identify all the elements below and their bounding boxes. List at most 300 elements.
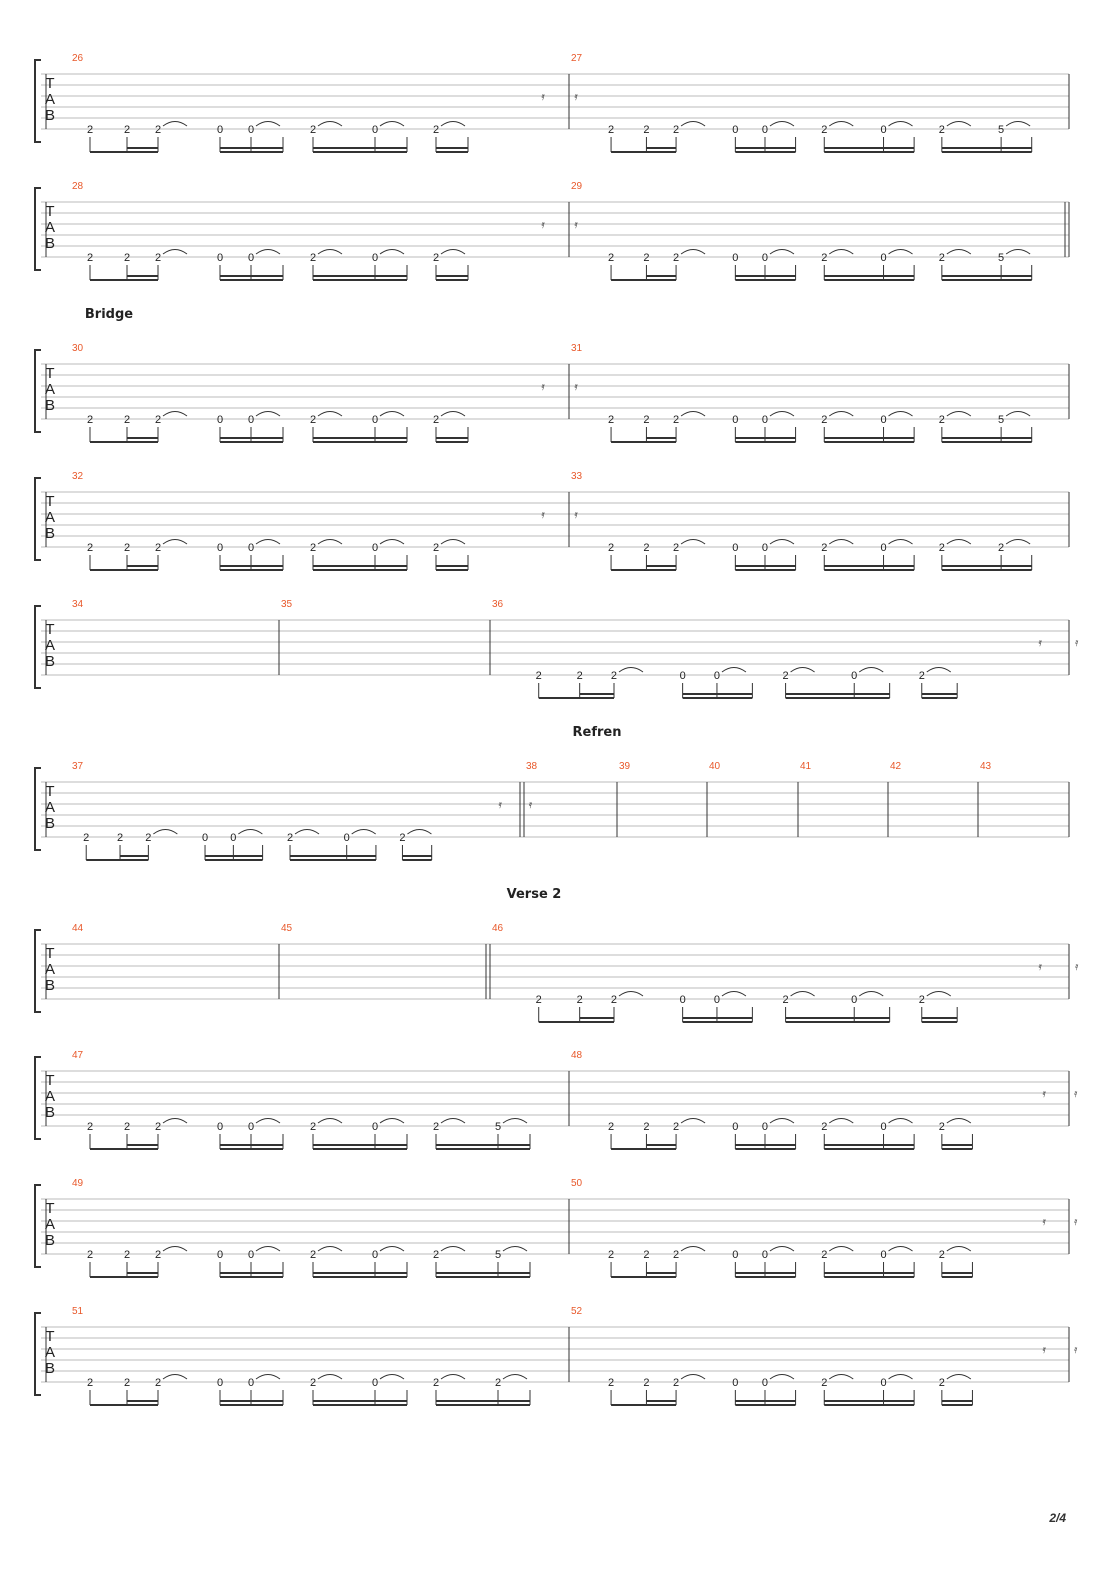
fret-number: 0	[247, 252, 255, 264]
rest-symbol: 𝄿	[1074, 1344, 1078, 1356]
fret-number: 0	[880, 124, 887, 136]
tie	[380, 412, 404, 417]
tie	[889, 412, 913, 417]
tie	[318, 250, 342, 255]
fret-number: 2	[643, 252, 650, 264]
tie	[380, 1247, 404, 1252]
fret-number: 0	[880, 252, 887, 264]
rest-symbol: 𝄿	[574, 219, 578, 231]
fret-number: 2	[608, 414, 615, 426]
tab-clef-letter: B	[44, 397, 56, 414]
tie	[947, 412, 971, 417]
fret-number: 2	[432, 1249, 440, 1261]
system-bracket	[35, 930, 41, 1012]
tie	[441, 1247, 465, 1252]
fret-number: 0	[371, 1377, 379, 1389]
fret-number: 2	[123, 414, 131, 426]
tie	[318, 540, 342, 545]
tie	[770, 1119, 794, 1124]
tie	[947, 540, 971, 545]
measure-number: 31	[571, 343, 583, 354]
tie	[503, 1119, 527, 1124]
staff-system	[35, 181, 1069, 280]
tie	[238, 830, 262, 835]
tie	[1006, 122, 1030, 127]
fret-number: 2	[154, 542, 162, 554]
measure-number: 42	[890, 761, 902, 772]
tab-clef-letter: T	[45, 1072, 55, 1089]
tab-clef-letter: A	[44, 1216, 56, 1233]
tie	[163, 250, 187, 255]
fret-number: 2	[286, 832, 294, 844]
staff-system	[35, 1306, 1078, 1405]
fret-number: 0	[713, 670, 721, 682]
tab-clef-letter: B	[44, 1360, 56, 1377]
fret-number: 2	[821, 542, 828, 554]
tie	[829, 250, 853, 255]
fret-number: 2	[116, 832, 124, 844]
fret-number: 0	[371, 1121, 379, 1133]
fret-number: 0	[247, 542, 255, 554]
fret-number: 2	[610, 670, 618, 682]
fret-number: 2	[938, 414, 945, 426]
tie	[441, 250, 465, 255]
tab-clef-letter: T	[45, 1200, 55, 1217]
tie	[153, 830, 177, 835]
fret-number: 2	[309, 1121, 317, 1133]
tab-clef-letter: A	[44, 219, 56, 236]
fret-number: 0	[761, 1249, 769, 1261]
tie	[889, 250, 913, 255]
measure-number: 50	[571, 1178, 583, 1189]
fret-number: 2	[535, 670, 542, 682]
fret-number: 0	[371, 124, 379, 136]
fret-number: 0	[371, 252, 379, 264]
tie	[380, 1119, 404, 1124]
measure-number: 28	[72, 181, 84, 192]
fret-number: 5	[998, 252, 1005, 264]
fret-number: 2	[608, 542, 615, 554]
rest-symbol: 𝄿	[1074, 1088, 1078, 1100]
tie	[889, 540, 913, 545]
rest-symbol: 𝄿	[574, 91, 578, 103]
fret-number: 2	[608, 1121, 615, 1133]
fret-number: 0	[880, 414, 887, 426]
measure-number: 36	[492, 599, 504, 610]
measure-number: 33	[571, 471, 583, 482]
tie	[770, 540, 794, 545]
rest-symbol: 𝄿	[541, 381, 545, 393]
fret-number: 2	[821, 1377, 828, 1389]
fret-number: 2	[608, 252, 615, 264]
measure-number: 29	[571, 181, 583, 192]
tab-clef-letter: B	[44, 977, 56, 994]
measure-number: 43	[980, 761, 992, 772]
tie	[829, 1375, 853, 1380]
fret-number: 0	[761, 414, 769, 426]
tie	[163, 1375, 187, 1380]
system-bracket	[35, 478, 41, 560]
fret-number: 0	[679, 994, 686, 1006]
fret-number: 2	[821, 414, 828, 426]
rest-symbol: 𝄿	[574, 509, 578, 521]
fret-number: 0	[732, 1377, 739, 1389]
tab-clef-letter: A	[44, 961, 56, 978]
fret-number: 0	[247, 1121, 255, 1133]
tie	[829, 122, 853, 127]
rest-symbol: 𝄿	[1074, 1216, 1078, 1228]
tie	[318, 412, 342, 417]
tie	[1006, 412, 1030, 417]
fret-number: 2	[673, 1377, 680, 1389]
rest-symbol: 𝄿	[1042, 1344, 1046, 1356]
tie	[407, 830, 431, 835]
rest-symbol: 𝄿	[498, 799, 502, 811]
tab-clef-letter: B	[44, 1104, 56, 1121]
system-bracket	[35, 350, 41, 432]
fret-number: 2	[821, 1121, 828, 1133]
fret-number: 2	[938, 1377, 945, 1389]
fret-number: 2	[576, 670, 583, 682]
tie	[256, 122, 280, 127]
fret-number: 0	[216, 1377, 224, 1389]
fret-number: 2	[154, 414, 162, 426]
tie	[927, 992, 951, 997]
tab-clef-letter: T	[45, 203, 55, 220]
fret-number: 2	[432, 124, 440, 136]
fret-number: 2	[309, 414, 317, 426]
fret-number: 0	[713, 994, 721, 1006]
fret-number: 0	[732, 124, 739, 136]
fret-number: 0	[371, 414, 379, 426]
measure-number: 39	[619, 761, 631, 772]
fret-number: 5	[998, 124, 1005, 136]
fret-number: 2	[432, 542, 440, 554]
fret-number: 0	[732, 1249, 739, 1261]
tie	[256, 250, 280, 255]
tab-clef-letter: B	[44, 235, 56, 252]
fret-number: 2	[673, 414, 680, 426]
tie	[681, 250, 705, 255]
tie	[619, 992, 643, 997]
tie	[770, 1375, 794, 1380]
fret-number: 2	[938, 542, 945, 554]
tie	[1006, 540, 1030, 545]
fret-number: 0	[880, 1249, 887, 1261]
fret-number: 2	[86, 252, 94, 264]
fret-number: 2	[86, 1249, 94, 1261]
fret-number: 2	[494, 1377, 502, 1389]
fret-number: 0	[880, 1121, 887, 1133]
tab-clef-letter: A	[44, 637, 56, 654]
fret-number: 2	[399, 832, 406, 844]
tie	[681, 1119, 705, 1124]
tie	[859, 668, 883, 673]
measure-number: 47	[72, 1050, 84, 1061]
fret-number: 0	[247, 414, 255, 426]
tie	[380, 250, 404, 255]
tie	[503, 1247, 527, 1252]
fret-number: 0	[880, 1377, 887, 1389]
fret-number: 0	[371, 1249, 379, 1261]
tie	[722, 668, 746, 673]
fret-number: 2	[154, 124, 162, 136]
fret-number: 2	[123, 1121, 131, 1133]
staff-system	[35, 887, 1079, 1022]
measure-number: 45	[281, 923, 293, 934]
fret-number: 2	[432, 252, 440, 264]
fret-number: 0	[247, 1249, 255, 1261]
fret-number: 2	[86, 542, 94, 554]
fret-number: 2	[643, 124, 650, 136]
fret-number: 2	[643, 1249, 650, 1261]
tie	[947, 122, 971, 127]
tie	[859, 992, 883, 997]
tie	[681, 1375, 705, 1380]
fret-number: 2	[123, 542, 131, 554]
measure-number: 37	[72, 761, 84, 772]
measure-number: 30	[72, 343, 84, 354]
tie	[380, 122, 404, 127]
measure-number: 51	[72, 1306, 84, 1317]
fret-number: 0	[761, 252, 769, 264]
fret-number: 0	[880, 542, 887, 554]
fret-number: 2	[821, 124, 828, 136]
tab-clef-letter: A	[44, 1088, 56, 1105]
tie	[791, 992, 815, 997]
tie	[352, 830, 376, 835]
tab-clef-letter: B	[44, 653, 56, 670]
fret-number: 2	[673, 252, 680, 264]
fret-number: 2	[643, 1121, 650, 1133]
tie	[791, 668, 815, 673]
system-bracket	[35, 1057, 41, 1139]
tie	[256, 1375, 280, 1380]
fret-number: 2	[608, 1249, 615, 1261]
tab-clef-letter: A	[44, 91, 56, 108]
rest-symbol: 𝄿	[1075, 961, 1079, 973]
fret-number: 2	[432, 1377, 440, 1389]
tie	[770, 122, 794, 127]
fret-number: 2	[309, 124, 317, 136]
fret-number: 2	[154, 1377, 162, 1389]
staff-system	[35, 725, 1069, 860]
tie	[947, 1375, 971, 1380]
tie	[163, 122, 187, 127]
rest-symbol: 𝄿	[541, 509, 545, 521]
staff-system	[35, 307, 1069, 442]
fret-number: 2	[821, 1249, 828, 1261]
tab-clef-letter: A	[44, 381, 56, 398]
staff-system	[35, 1178, 1078, 1277]
measure-number: 35	[281, 599, 293, 610]
tab-clef-letter: T	[45, 1328, 55, 1345]
tie	[722, 992, 746, 997]
tie	[256, 1119, 280, 1124]
fret-number: 2	[643, 1377, 650, 1389]
fret-number: 2	[643, 414, 650, 426]
tie	[770, 412, 794, 417]
fret-number: 2	[123, 1377, 131, 1389]
tie	[256, 540, 280, 545]
fret-number: 0	[761, 1377, 769, 1389]
tie	[318, 1119, 342, 1124]
fret-number: 2	[86, 1377, 94, 1389]
fret-number: 0	[761, 124, 769, 136]
fret-number: 2	[643, 542, 650, 554]
page-number: 2/4	[1049, 1511, 1066, 1525]
tie	[163, 540, 187, 545]
measure-number: 46	[492, 923, 504, 934]
tab-clef-letter: A	[44, 509, 56, 526]
fret-number: 2	[576, 994, 583, 1006]
measure-number: 41	[800, 761, 812, 772]
system-bracket	[35, 1185, 41, 1267]
tab-clef-letter: A	[44, 1344, 56, 1361]
fret-number: 0	[732, 1121, 739, 1133]
fret-number: 0	[247, 1377, 255, 1389]
tie	[441, 1375, 465, 1380]
fret-number: 5	[494, 1249, 502, 1261]
tie	[947, 250, 971, 255]
tie	[947, 1247, 971, 1252]
tie	[681, 412, 705, 417]
section-label: Verse 2	[506, 887, 562, 902]
fret-number: 2	[309, 542, 317, 554]
fret-number: 2	[782, 670, 789, 682]
tie	[681, 122, 705, 127]
fret-number: 5	[494, 1121, 502, 1133]
tie	[829, 412, 853, 417]
fret-number: 2	[673, 1121, 680, 1133]
measure-number: 52	[571, 1306, 583, 1317]
tie	[947, 1119, 971, 1124]
fret-number: 0	[343, 832, 350, 844]
tie	[163, 412, 187, 417]
tie	[503, 1375, 527, 1380]
tie	[889, 122, 913, 127]
fret-number: 2	[535, 994, 542, 1006]
fret-number: 2	[86, 1121, 94, 1133]
staff-system	[35, 599, 1079, 698]
system-bracket	[35, 1313, 41, 1395]
fret-number: 2	[938, 1121, 945, 1133]
fret-number: 2	[123, 124, 131, 136]
fret-number: 0	[679, 670, 686, 682]
tie	[441, 1119, 465, 1124]
tie	[318, 122, 342, 127]
fret-number: 2	[154, 1121, 162, 1133]
fret-number: 0	[247, 124, 255, 136]
fret-number: 2	[432, 414, 440, 426]
rest-symbol: 𝄿	[528, 799, 533, 811]
fret-number: 2	[782, 994, 789, 1006]
measure-number: 27	[571, 53, 583, 64]
rest-symbol: 𝄿	[574, 381, 578, 393]
fret-number: 2	[145, 832, 152, 844]
tie	[889, 1119, 913, 1124]
tie	[441, 540, 465, 545]
tab-clef-letter: T	[45, 365, 55, 382]
tie	[829, 1247, 853, 1252]
tab-clef-letter: T	[45, 493, 55, 510]
fret-number: 2	[610, 994, 618, 1006]
fret-number: 2	[938, 1249, 945, 1261]
tab-clef-letter: B	[44, 107, 56, 124]
tab-clef-letter: T	[45, 945, 55, 962]
fret-number: 0	[230, 832, 237, 844]
tie	[829, 540, 853, 545]
fret-number: 2	[86, 124, 94, 136]
fret-number: 2	[123, 252, 131, 264]
fret-number: 0	[216, 252, 224, 264]
section-label: Bridge	[84, 307, 134, 322]
fret-number: 0	[371, 542, 379, 554]
rest-symbol: 𝄿	[541, 219, 545, 231]
tie	[380, 1375, 404, 1380]
tie	[295, 830, 319, 835]
tie	[829, 1119, 853, 1124]
tab-clef-letter: B	[44, 525, 56, 542]
fret-number: 0	[216, 414, 224, 426]
tie	[256, 1247, 280, 1252]
fret-number: 2	[918, 670, 925, 682]
fret-number: 2	[673, 1249, 680, 1261]
measure-number: 48	[571, 1050, 583, 1061]
system-bracket	[35, 60, 41, 142]
measure-number: 34	[72, 599, 84, 610]
measure-number: 32	[72, 471, 84, 482]
staff-system	[35, 1050, 1078, 1149]
section-label: Refren	[572, 725, 622, 740]
tie	[681, 540, 705, 545]
tie	[889, 1247, 913, 1252]
measure-number: 44	[72, 923, 84, 934]
tie	[1006, 250, 1030, 255]
staff-system	[35, 53, 1069, 152]
rest-symbol: 𝄿	[1042, 1088, 1046, 1100]
fret-number: 2	[86, 414, 94, 426]
fret-number: 0	[732, 414, 739, 426]
tie	[619, 668, 643, 673]
fret-number: 2	[918, 994, 925, 1006]
rest-symbol: 𝄿	[1038, 961, 1042, 973]
staff-system	[35, 471, 1069, 570]
fret-number: 0	[851, 670, 858, 682]
tie	[163, 1247, 187, 1252]
tie	[256, 412, 280, 417]
rest-symbol: 𝄿	[1038, 637, 1042, 649]
fret-number: 2	[938, 124, 945, 136]
tie	[927, 668, 951, 673]
fret-number: 5	[998, 414, 1005, 426]
rest-symbol: 𝄿	[541, 91, 545, 103]
fret-number: 2	[998, 542, 1005, 554]
measure-number: 26	[72, 53, 84, 64]
fret-number: 0	[761, 542, 769, 554]
system-bracket	[35, 768, 41, 850]
tie	[770, 250, 794, 255]
tab-clef-letter: A	[44, 799, 56, 816]
measure-number: 40	[709, 761, 721, 772]
tie	[770, 1247, 794, 1252]
fret-number: 2	[821, 252, 828, 264]
fret-number: 0	[216, 1121, 224, 1133]
fret-number: 0	[216, 542, 224, 554]
tab-clef-letter: T	[45, 75, 55, 92]
fret-number: 2	[83, 832, 90, 844]
tie	[441, 412, 465, 417]
